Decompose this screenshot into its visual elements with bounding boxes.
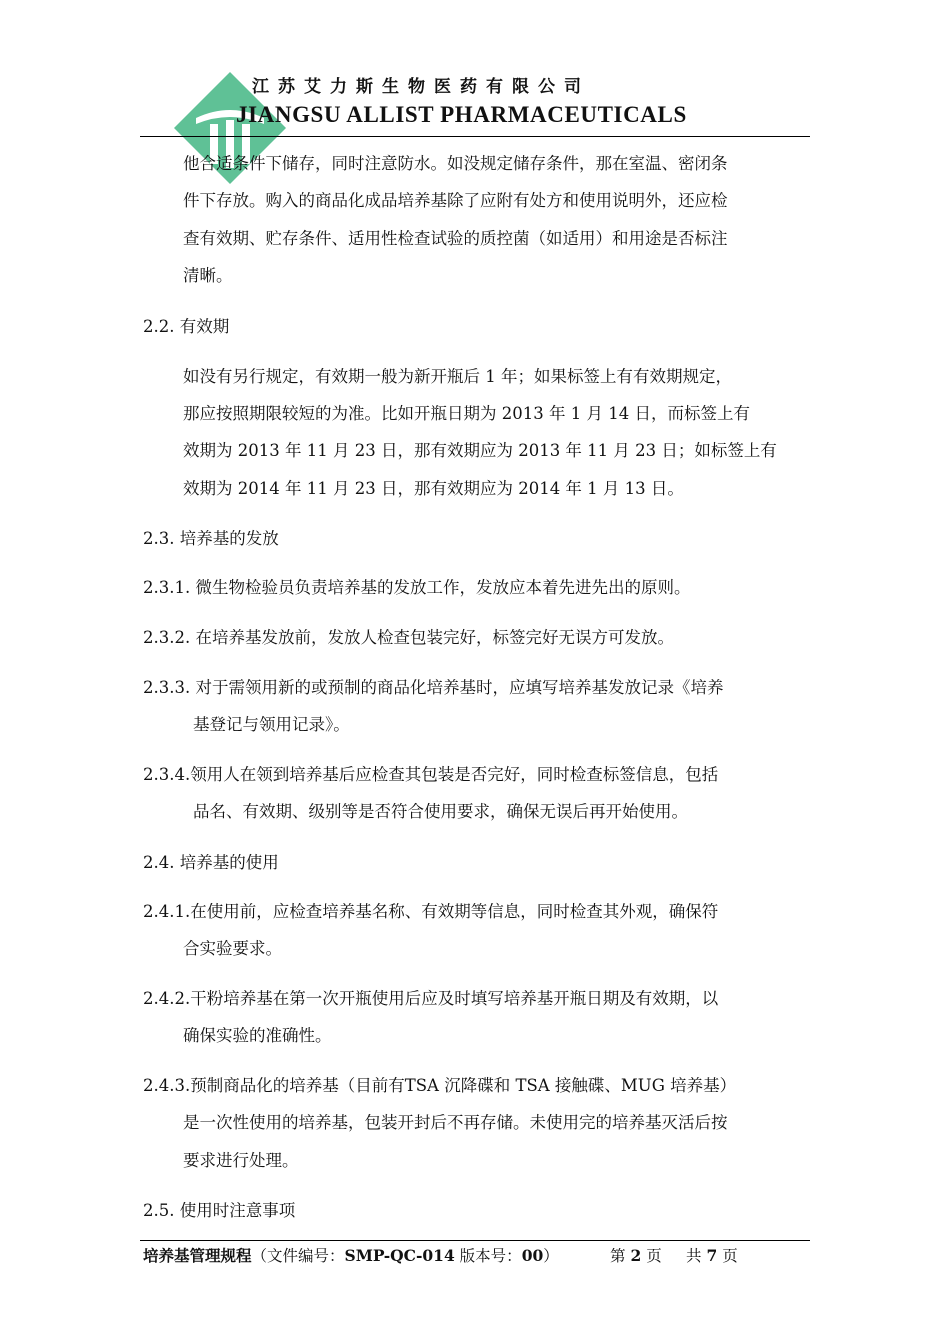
- company-name-cn: 江苏艾力斯生物医药有限公司: [252, 77, 590, 97]
- footer-document-info: 培养基管理规程（文件编号：SMP-QC-014 版本号：00）: [143, 1246, 559, 1265]
- paragraph-line: 效期为 2014 年 11 月 23 日，那有效期应为 2014 年 1 月 13 日。: [183, 479, 684, 498]
- section-heading: 2.5. 使用时注意事项: [143, 1201, 296, 1220]
- company-name-en: JIANGSU ALLIST PHARMACEUTICALS: [236, 102, 687, 127]
- list-item: 2.3.3. 对于需领用新的或预制的商品化培养基时，应填写培养基发放记录《培养: [143, 678, 724, 697]
- paragraph-line: 效期为 2013 年 11 月 23 日，那有效期应为 2013 年 11 月 23 日；如标签上有: [183, 441, 777, 460]
- list-item-continuation: 要求进行处理。: [183, 1151, 299, 1170]
- footer-title: 培养基管理规程: [143, 1246, 252, 1265]
- list-item: 2.3.4.领用人在领到培养基后应检查其包装是否完好，同时检查标签信息，包括: [143, 765, 719, 784]
- section-heading: 2.4. 培养基的使用: [143, 853, 279, 872]
- list-item-continuation: 基登记与领用记录》。: [193, 715, 350, 734]
- paragraph-line: 件下存放。购入的商品化成品培养基除了应附有处方和使用说明外，还应检: [183, 191, 728, 210]
- list-item: 2.4.1.在使用前，应检查培养基名称、有效期等信息，同时检查其外观，确保符: [143, 902, 719, 921]
- list-item-continuation: 是一次性使用的培养基，包装开封后不再存储。未使用完的培养基灭活后按: [183, 1113, 728, 1132]
- paragraph-line: 那应按照期限较短的为准。比如开瓶日期为 2013 年 1 月 14 日，而标签上有: [183, 404, 750, 423]
- list-item-continuation: 确保实验的准确性。: [183, 1026, 332, 1045]
- page-header: [0, 0, 950, 145]
- footer-divider: [140, 1240, 810, 1241]
- list-item-continuation: 品名、有效期、级别等是否符合使用要求，确保无误后再开始使用。: [193, 802, 688, 821]
- paragraph-line: 查有效期、贮存条件、适用性检查试验的质控菌（如适用）和用途是否标注: [183, 229, 728, 248]
- section-heading: 2.3. 培养基的发放: [143, 529, 279, 548]
- paragraph-line: 清晰。: [183, 266, 233, 285]
- list-item: 2.3.1. 微生物检验员负责培养基的发放工作，发放应本着先进先出的原则。: [143, 578, 691, 597]
- list-item-continuation: 合实验要求。: [183, 939, 282, 958]
- paragraph-line: 如没有另行规定，有效期一般为新开瓶后 1 年；如果标签上有有效期规定，: [183, 367, 732, 386]
- section-heading: 2.2. 有效期: [143, 317, 230, 336]
- footer-page-number: 第 2 页: [610, 1246, 662, 1265]
- footer-total-pages: 共 7 页: [686, 1246, 738, 1265]
- list-item: 2.3.2. 在培养基发放前，发放人检查包装完好，标签完好无误方可发放。: [143, 628, 674, 647]
- list-item: 2.4.2.干粉培养基在第一次开瓶使用后应及时填写培养基开瓶日期及有效期，以: [143, 989, 719, 1008]
- footer-doc-number: SMP-QC-014: [344, 1246, 455, 1265]
- list-item: 2.4.3.预制商品化的培养基（目前有TSA 沉降碟和 TSA 接触碟、MUG 培养基）: [143, 1076, 737, 1095]
- footer-version: 00: [521, 1246, 544, 1265]
- header-divider: [140, 136, 810, 137]
- paragraph-line: 他合适条件下储存，同时注意防水。如没规定储存条件，那在室温、密闭条: [183, 154, 728, 173]
